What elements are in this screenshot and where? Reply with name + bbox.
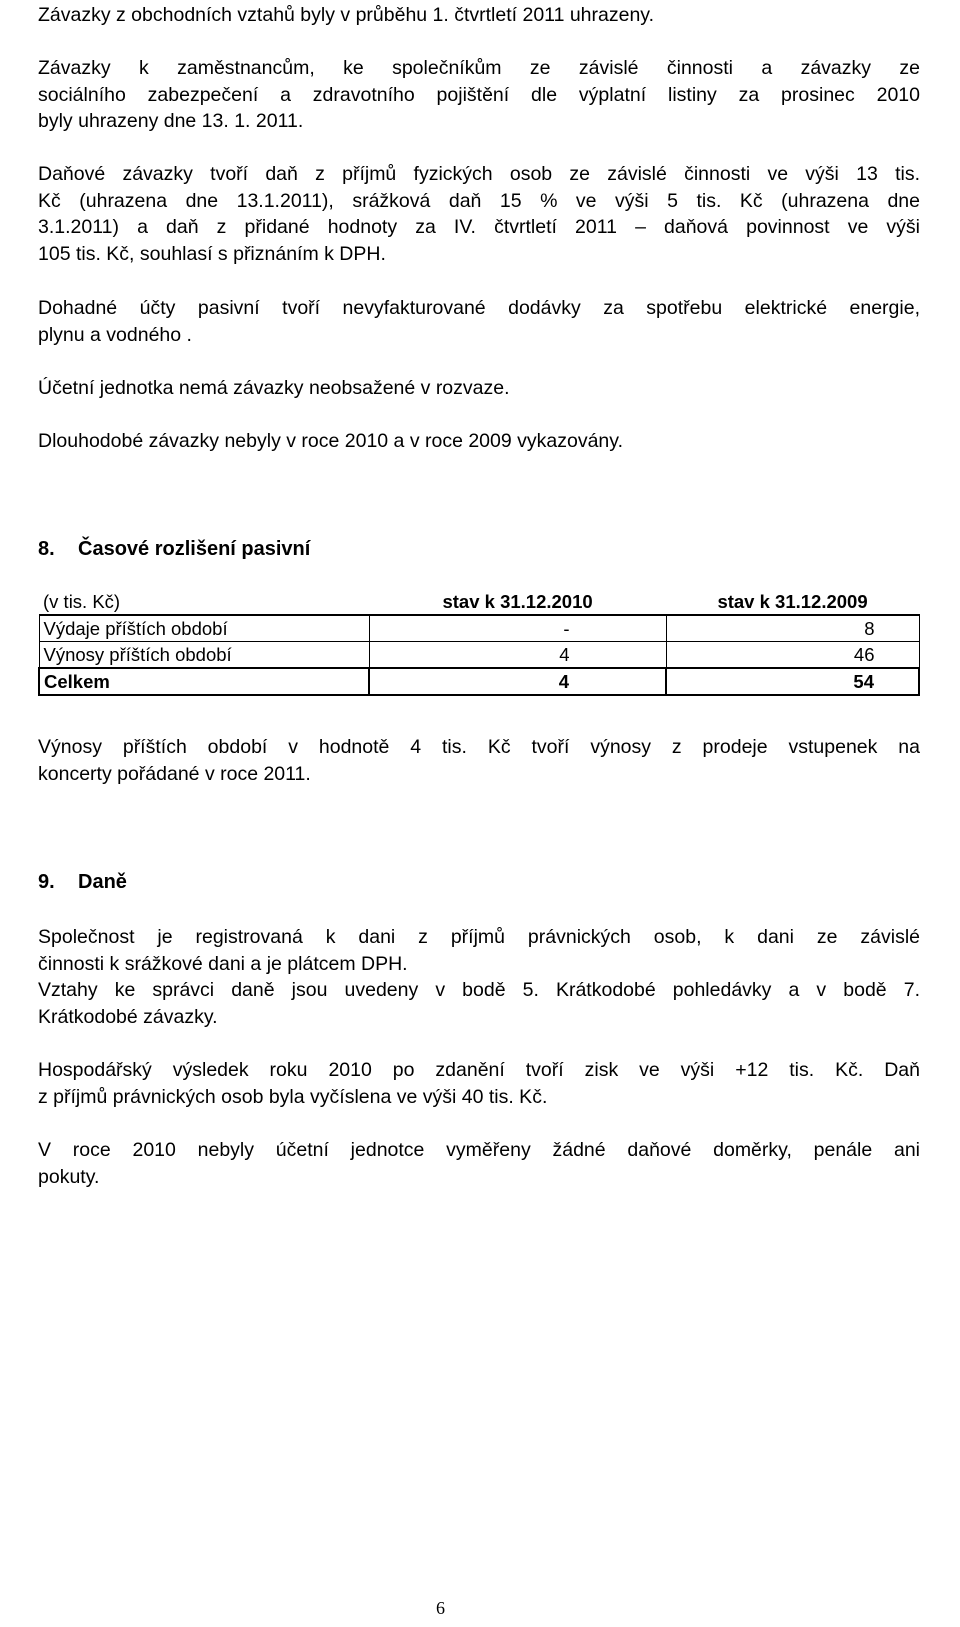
table-cell: 54 [666,668,919,695]
paragraph-tax-registration [38,924,920,1030]
paragraph-penalties [38,1137,920,1190]
paragraph-off-balance [38,375,920,402]
text-line: Dlouhodobé závazky nebyly v roce 2010 a v roce 2009 vykazovány. [38,430,623,452]
paragraph-deferred-revenue-note [38,734,920,787]
text-line: Hospodářský výsledek roku 2010 po zdanění tvoří zisk ve výši +12 tis. Kč. Daň [38,1059,920,1081]
text-line: Účetní jednotka nemá závazky neobsažené v rozvaze. [38,377,510,399]
table-cell: Výnosy příštích období [39,642,369,669]
text-line: pokuty. [38,1165,100,1188]
text-line: z příjmů právnických osob byla vyčíslena ve výši 40 tis. Kč. [38,1085,548,1108]
paragraph-long-term-liabilities [38,428,920,455]
text-line: sociálního zabezpečení a zdravotního pojištění dle výplatní listiny za prosinec 2010 [38,83,920,106]
text-line: 105 tis. Kč, souhlasí s přiznáním k DPH. [38,242,386,265]
text-line: 3.1.2011) a daň z přidané hodnoty za IV. čtvrtletí 2011 – daňová povinnost ve výši [38,216,920,238]
table-header-row [39,589,919,615]
paragraph-tax-liabilities [38,161,920,267]
section-9-heading [38,869,127,895]
text-line: činnosti k srážkové dani a je plátcem DPH. [38,952,408,975]
text-line: Vztahy ke správci daně jsou uvedeny v bodě 5. Krátkodobé pohledávky a v bodě 7. [38,979,920,1001]
section-number: 8. [38,538,55,560]
table-row [39,615,919,642]
paragraph-trade-liabilities [38,2,920,29]
deferred-liabilities-table [38,589,920,696]
page-number: 6 [436,1598,445,1618]
table-header-cell: (v tis. Kč) [39,589,369,615]
text-line: Závazky z obchodních vztahů byly v průběhu 1. čtvrtletí 2011 uhrazeny. [38,4,655,26]
table-cell: Celkem [39,668,369,695]
table-cell: 4 [369,642,666,669]
section-title: Časové rozlišení pasivní [78,538,311,560]
text-line: Závazky k zaměstnancům, ke společníkům ze závislé činnosti a závazky ze [38,57,920,79]
text-line: plynu a vodného . [38,323,192,346]
table-cell: 8 [666,615,919,642]
text-line: koncerty pořádané v roce 2011. [38,762,311,785]
table-cell: - [369,615,666,642]
paragraph-profit-tax [38,1057,920,1110]
text-line: V roce 2010 nebyly účetní jednotce vyměřeny žádné daňové doměrky, penále ani [38,1139,920,1161]
table-cell: 46 [666,642,919,669]
text-line: Dohadné účty pasivní tvoří nevyfakturované dodávky za spotřebu elektrické energie, [38,297,920,319]
table-header-cell: stav k 31.12.2010 [369,589,666,615]
section-title: Daně [78,871,127,893]
table-total-row [39,668,919,695]
table-cell: Výdaje příštích období [39,615,369,642]
paragraph-employee-liabilities [38,55,920,135]
text-line: Krátkodobé závazky. [38,1005,218,1028]
text-line: Kč (uhrazena dne 13.1.2011), srážková daň 15 % ve výši 5 tis. Kč (uhrazena dne [38,189,920,212]
table-cell: 4 [369,668,666,695]
paragraph-accrual-accounts [38,295,920,348]
table-row [39,642,919,669]
section-number: 9. [38,871,55,893]
section-8-heading [38,536,310,562]
table-header-cell: stav k 31.12.2009 [666,589,919,615]
text-line: Společnost je registrovaná k dani z příjmů právnických osob, k dani ze závislé [38,926,920,948]
text-line: Výnosy příštích období v hodnotě 4 tis. Kč tvoří výnosy z prodeje vstupenek na [38,736,920,758]
text-line: byly uhrazeny dne 13. 1. 2011. [38,110,304,132]
text-line: Daňové závazky tvoří daň z příjmů fyzických osob ze závislé činnosti ve výši 13 tis. [38,163,920,185]
